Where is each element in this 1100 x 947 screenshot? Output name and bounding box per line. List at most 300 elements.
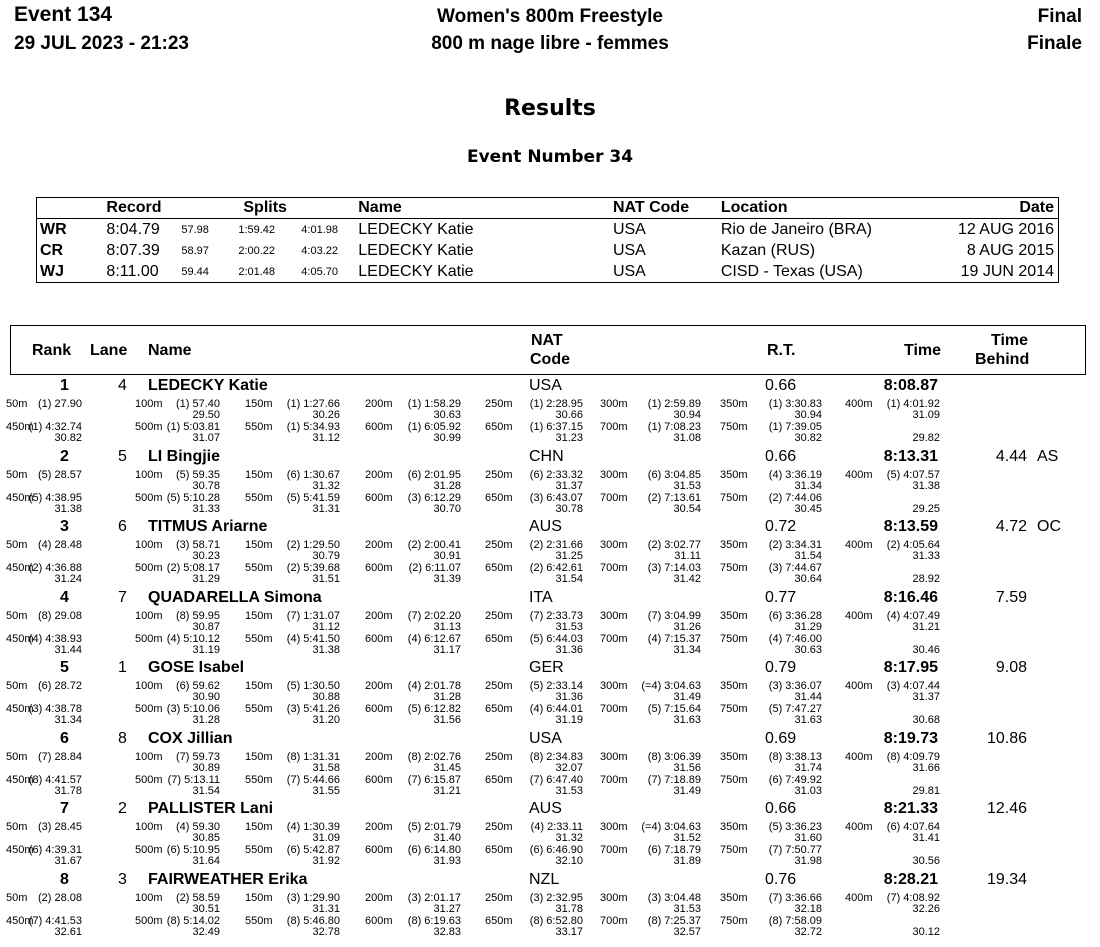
split-distance: 500m bbox=[135, 844, 163, 856]
split-distance: 150m bbox=[245, 891, 273, 904]
split-lap: 30.66 bbox=[555, 409, 583, 421]
split-lap: 31.28 bbox=[192, 714, 220, 726]
split-distance: 100m bbox=[135, 680, 163, 692]
split-distance: 50m bbox=[6, 821, 28, 833]
split-distance: 750m bbox=[720, 491, 748, 504]
split-time: (5) 59.35 bbox=[175, 468, 220, 481]
result-row bbox=[0, 588, 1100, 659]
record-split: 59.44 bbox=[181, 265, 209, 278]
final-time: 8:21.33 bbox=[883, 800, 938, 817]
split-time: (2) 7:13.61 bbox=[647, 491, 701, 504]
swimmer-name: PALLISTER Lani bbox=[148, 800, 274, 817]
records-header bbox=[37, 198, 1059, 219]
split-time: (3) 6:12.29 bbox=[407, 491, 461, 504]
split-time: (2) 6:42.61 bbox=[529, 562, 583, 574]
split-time: (4) 28.48 bbox=[37, 539, 82, 551]
split-distance: 150m bbox=[245, 680, 273, 692]
nat-code: USA bbox=[529, 377, 562, 394]
split-lap: 30.63 bbox=[433, 409, 461, 421]
record-time: 8:04.79 bbox=[106, 220, 160, 238]
split-time: (8) 1:31.31 bbox=[286, 750, 340, 763]
split-distance: 150m bbox=[245, 539, 273, 551]
split-lap: 32.78 bbox=[312, 925, 340, 938]
reaction-time: 0.79 bbox=[765, 659, 797, 676]
split-distance: 50m bbox=[6, 750, 28, 763]
lane: 3 bbox=[118, 870, 127, 888]
nat-code: ITA bbox=[529, 588, 553, 606]
record-date: 12 AUG 2016 bbox=[957, 220, 1054, 238]
split-lap: 31.49 bbox=[673, 784, 701, 797]
record-name: LEDECKY Katie bbox=[358, 220, 474, 238]
split-distance: 150m bbox=[245, 821, 273, 833]
split-lap: 31.33 bbox=[192, 502, 220, 515]
location-col-header: Location bbox=[721, 198, 921, 219]
final-time: 8:13.31 bbox=[883, 447, 938, 465]
split-time: (8) 5:46.80 bbox=[286, 914, 340, 927]
split-time: (6) 2:01.95 bbox=[407, 468, 461, 481]
split-distance: 300m bbox=[600, 821, 628, 833]
split-distance: 350m bbox=[720, 398, 748, 410]
record-flag: OC bbox=[1037, 518, 1061, 535]
split-time: (5) 3:36.23 bbox=[768, 821, 822, 833]
split-time: (3) 7:14.03 bbox=[647, 562, 701, 574]
split-lap: 31.08 bbox=[673, 432, 701, 444]
split-lap: 31.42 bbox=[673, 573, 701, 585]
split-distance: 750m bbox=[720, 421, 748, 433]
split-distance: 550m bbox=[245, 421, 273, 433]
split-time: (1) 2:59.89 bbox=[647, 398, 701, 410]
record-type: WR bbox=[40, 220, 67, 238]
split-time: (3) 3:04.48 bbox=[647, 891, 701, 904]
record-nat: USA bbox=[612, 220, 646, 238]
split-time: (7) 2:33.73 bbox=[529, 609, 583, 622]
split-lap: 31.98 bbox=[794, 855, 822, 867]
split-lap: 31.53 bbox=[673, 902, 701, 915]
split-time: (3) 5:41.26 bbox=[286, 703, 340, 715]
record-nat: USA bbox=[612, 262, 646, 280]
split-distance: 100m bbox=[135, 609, 163, 622]
split-lap: 31.52 bbox=[673, 832, 701, 844]
lane: 1 bbox=[118, 659, 127, 676]
split-distance: 450m bbox=[6, 914, 34, 927]
record-split: 2:01.48 bbox=[238, 265, 276, 278]
split-lap: 29.82 bbox=[912, 432, 940, 444]
split-distance: 500m bbox=[135, 632, 163, 645]
split-lap: 31.31 bbox=[312, 902, 340, 915]
swimmer-name: QUADARELLA Simona bbox=[148, 588, 322, 606]
split-lap: 29.50 bbox=[192, 409, 220, 421]
split-time: (6) 4:39.31 bbox=[28, 844, 82, 856]
split-lap: 31.36 bbox=[555, 691, 583, 703]
split-distance: 750m bbox=[720, 703, 748, 715]
record-split: 4:05.70 bbox=[301, 265, 338, 278]
split-lap: 31.09 bbox=[912, 409, 940, 421]
swimmer-name: GOSE Isabel bbox=[148, 659, 245, 676]
nat-col-header-2: Code bbox=[530, 351, 570, 368]
split-distance: 400m bbox=[845, 609, 873, 622]
record-split: 1:59.42 bbox=[238, 223, 276, 236]
final-time: 8:28.21 bbox=[883, 870, 938, 888]
lane: 6 bbox=[118, 518, 127, 535]
split-lap: 31.93 bbox=[433, 855, 461, 867]
rank-col-header: Rank bbox=[32, 342, 72, 359]
split-lap: 31.25 bbox=[555, 550, 583, 562]
split-lap: 31.67 bbox=[54, 855, 82, 867]
split-time: (8) 6:52.80 bbox=[529, 914, 583, 927]
split-distance: 450m bbox=[6, 773, 34, 786]
split-lap: 33.17 bbox=[555, 925, 583, 938]
reaction-time: 0.66 bbox=[765, 800, 797, 817]
split-lap: 31.37 bbox=[912, 691, 940, 703]
result-row bbox=[0, 517, 1100, 588]
rank: 4 bbox=[60, 588, 69, 606]
final-time: 8:17.95 bbox=[883, 659, 938, 676]
split-distance: 650m bbox=[485, 703, 513, 715]
split-distance: 600m bbox=[365, 632, 393, 645]
split-distance: 300m bbox=[600, 468, 628, 481]
split-distance: 650m bbox=[485, 914, 513, 927]
split-time: (2) 2:31.66 bbox=[529, 539, 583, 551]
time-behind: 4.44 bbox=[995, 447, 1027, 465]
split-lap: 31.49 bbox=[673, 691, 701, 703]
split-lap: 31.26 bbox=[673, 620, 701, 633]
split-distance: 500m bbox=[135, 491, 163, 504]
split-lap: 31.27 bbox=[433, 902, 461, 915]
split-lap: 31.54 bbox=[794, 550, 822, 562]
split-time: (7) 4:08.92 bbox=[886, 891, 940, 904]
split-time: (4) 6:12.67 bbox=[407, 632, 461, 645]
split-lap: 31.17 bbox=[433, 643, 461, 656]
event-number: Event Number 34 bbox=[466, 147, 634, 167]
split-lap: 30.78 bbox=[555, 502, 583, 515]
split-time: (5) 5:41.59 bbox=[286, 491, 340, 504]
event-title-fr: 800 m nage libre - femmes bbox=[431, 33, 669, 54]
lane-col-header: Lane bbox=[90, 342, 128, 359]
final-time: 8:19.73 bbox=[883, 729, 938, 747]
record-time: 8:11.00 bbox=[106, 262, 159, 280]
split-distance: 200m bbox=[365, 609, 393, 622]
record-row bbox=[37, 219, 1059, 241]
split-time: (8) 7:58.09 bbox=[768, 914, 822, 927]
split-lap: 31.38 bbox=[54, 502, 82, 515]
split-lap: 32.49 bbox=[192, 925, 220, 938]
split-distance: 50m bbox=[6, 680, 28, 692]
split-time: (3) 2:01.17 bbox=[407, 891, 461, 904]
split-distance: 200m bbox=[365, 750, 393, 763]
split-time: (7) 1:31.07 bbox=[286, 609, 340, 622]
split-time: (5) 4:07.57 bbox=[886, 468, 940, 481]
split-time: (4) 5:10.12 bbox=[166, 632, 220, 645]
split-time: (1) 4:32.74 bbox=[28, 421, 82, 433]
split-time: (7) 5:13.11 bbox=[167, 773, 220, 786]
split-distance: 450m bbox=[6, 562, 34, 574]
record-split: 4:01.98 bbox=[301, 223, 338, 236]
split-time: (2) 3:02.77 bbox=[647, 539, 701, 551]
split-lap: 31.28 bbox=[433, 479, 461, 492]
split-time: (7) 7:18.89 bbox=[647, 773, 701, 786]
split-lap: 30.54 bbox=[673, 502, 701, 515]
split-lap: 31.64 bbox=[192, 855, 220, 867]
split-time: (5) 28.57 bbox=[37, 468, 82, 481]
split-distance: 250m bbox=[485, 680, 513, 692]
split-time: (2) 7:44.06 bbox=[768, 491, 822, 504]
record-type: WJ bbox=[40, 262, 64, 280]
split-time: (7) 3:04.99 bbox=[647, 609, 701, 622]
rt-col-header: R.T. bbox=[767, 342, 796, 359]
split-distance: 500m bbox=[135, 914, 163, 927]
split-distance: 100m bbox=[135, 468, 163, 481]
split-time: (5) 6:12.82 bbox=[407, 703, 461, 715]
record-split: 57.98 bbox=[181, 223, 209, 236]
split-time: (5) 7:47.27 bbox=[768, 703, 822, 715]
split-lap: 31.53 bbox=[673, 479, 701, 492]
split-time: (7) 4:41.53 bbox=[28, 914, 82, 927]
behind-col-header-1: Time bbox=[991, 332, 1029, 349]
split-distance: 550m bbox=[245, 562, 273, 574]
split-time: (1) 6:37.15 bbox=[529, 421, 583, 433]
split-distance: 600m bbox=[365, 773, 393, 786]
split-lap: 31.92 bbox=[312, 855, 340, 867]
nat-code: AUS bbox=[529, 518, 562, 535]
split-lap: 30.64 bbox=[794, 573, 822, 585]
split-distance: 150m bbox=[245, 750, 273, 763]
split-distance: 550m bbox=[245, 844, 273, 856]
split-lap: 31.78 bbox=[555, 902, 583, 915]
split-distance: 400m bbox=[845, 750, 873, 763]
split-time: (5) 4:38.95 bbox=[28, 491, 82, 504]
time-behind: 10.86 bbox=[986, 729, 1027, 747]
split-lap: 30.51 bbox=[192, 902, 220, 915]
split-lap: 31.12 bbox=[312, 620, 340, 633]
split-distance: 150m bbox=[245, 398, 273, 410]
split-lap: 32.10 bbox=[555, 855, 583, 867]
split-time: (3) 6:43.07 bbox=[529, 491, 583, 504]
split-time: (8) 2:02.76 bbox=[407, 750, 461, 763]
final-time: 8:08.87 bbox=[883, 377, 938, 394]
split-time: (1) 1:27.66 bbox=[286, 398, 340, 410]
record-type: CR bbox=[40, 241, 64, 259]
split-distance: 500m bbox=[135, 421, 163, 433]
split-lap: 31.74 bbox=[794, 761, 822, 774]
swimmer-name: COX Jillian bbox=[148, 729, 233, 747]
split-time: (1) 6:05.92 bbox=[407, 421, 461, 433]
split-lap: 31.28 bbox=[433, 691, 461, 703]
record-time: 8:07.39 bbox=[106, 241, 160, 259]
split-lap: 31.58 bbox=[312, 761, 340, 774]
split-distance: 300m bbox=[600, 609, 628, 622]
split-lap: 30.94 bbox=[673, 409, 701, 421]
reaction-time: 0.76 bbox=[765, 870, 797, 888]
split-lap: 32.18 bbox=[794, 902, 822, 915]
split-time: (3) 28.45 bbox=[37, 821, 82, 833]
split-time: (3) 3:36.07 bbox=[768, 680, 822, 692]
split-time: (4) 4:07.49 bbox=[886, 609, 940, 622]
record-date: 19 JUN 2014 bbox=[960, 262, 1054, 280]
split-distance: 600m bbox=[365, 562, 393, 574]
split-lap: 31.34 bbox=[673, 643, 701, 656]
split-time: (5) 1:30.50 bbox=[286, 680, 340, 692]
rank: 2 bbox=[60, 447, 69, 465]
nat-col-header-1: NAT bbox=[531, 332, 563, 349]
split-lap: 30.68 bbox=[912, 714, 940, 726]
time-behind: 4.72 bbox=[995, 518, 1027, 535]
split-time: (8) 7:25.37 bbox=[647, 914, 701, 927]
split-distance: 650m bbox=[485, 773, 513, 786]
time-behind: 12.46 bbox=[986, 800, 1027, 817]
split-distance: 350m bbox=[720, 680, 748, 692]
split-time: (2) 5:39.68 bbox=[286, 562, 340, 574]
split-time: (6) 7:18.79 bbox=[647, 844, 701, 856]
record-location: Rio de Janeiro (BRA) bbox=[720, 220, 872, 238]
rank: 8 bbox=[60, 870, 69, 888]
date-col-header: Date bbox=[921, 198, 1059, 219]
split-distance: 550m bbox=[245, 491, 273, 504]
split-time: (7) 6:15.87 bbox=[407, 773, 461, 786]
split-time: (2) 28.08 bbox=[37, 891, 82, 904]
split-distance: 400m bbox=[845, 398, 873, 410]
record-col-header: Record bbox=[106, 198, 181, 219]
split-time: (2) 3:34.31 bbox=[768, 539, 822, 551]
split-time: (5) 7:15.64 bbox=[647, 703, 701, 715]
split-distance: 400m bbox=[845, 821, 873, 833]
split-distance: 750m bbox=[720, 844, 748, 856]
split-distance: 50m bbox=[6, 539, 28, 551]
split-lap: 30.90 bbox=[192, 691, 220, 703]
split-distance: 350m bbox=[720, 891, 748, 904]
split-time: (6) 2:33.32 bbox=[529, 468, 583, 481]
split-time: (4) 1:30.39 bbox=[286, 821, 340, 833]
split-lap: 31.12 bbox=[312, 432, 340, 444]
split-lap: 32.72 bbox=[794, 925, 822, 938]
split-time: (6) 7:49.92 bbox=[768, 773, 822, 786]
split-time: (1) 3:30.83 bbox=[768, 398, 822, 410]
split-lap: 31.63 bbox=[673, 714, 701, 726]
split-lap: 31.24 bbox=[54, 573, 82, 585]
split-lap: 31.63 bbox=[794, 714, 822, 726]
lane: 8 bbox=[118, 729, 127, 747]
reaction-time: 0.69 bbox=[765, 729, 797, 747]
event-datetime: 29 JUL 2023 - 21:23 bbox=[14, 33, 189, 54]
split-distance: 700m bbox=[600, 491, 628, 504]
split-lap: 31.39 bbox=[433, 573, 461, 585]
split-lap: 31.78 bbox=[54, 784, 82, 797]
split-time: (3) 5:10.06 bbox=[166, 703, 220, 715]
split-lap: 30.70 bbox=[433, 502, 461, 515]
split-time: (1) 1:58.29 bbox=[407, 398, 461, 410]
split-lap: 30.94 bbox=[794, 409, 822, 421]
swimmer-name: LI Bingjie bbox=[148, 447, 220, 465]
split-distance: 250m bbox=[485, 750, 513, 763]
split-distance: 400m bbox=[845, 468, 873, 481]
split-lap: 32.61 bbox=[54, 925, 82, 938]
split-distance: 600m bbox=[365, 703, 393, 715]
final-time: 8:16.46 bbox=[883, 588, 938, 606]
split-lap: 32.07 bbox=[555, 761, 583, 774]
split-lap: 31.23 bbox=[555, 432, 583, 444]
split-distance: 250m bbox=[485, 468, 513, 481]
split-distance: 650m bbox=[485, 844, 513, 856]
result-row bbox=[0, 870, 1100, 941]
result-row bbox=[0, 799, 1100, 870]
split-lap: 30.99 bbox=[433, 432, 461, 444]
split-time: (4) 5:41.50 bbox=[286, 632, 340, 645]
split-time: (8) 3:38.13 bbox=[768, 750, 822, 763]
split-distance: 350m bbox=[720, 609, 748, 622]
split-time: (8) 59.95 bbox=[175, 609, 220, 622]
split-time: (3) 2:32.95 bbox=[529, 891, 583, 904]
split-time: (6) 5:10.95 bbox=[166, 844, 220, 856]
results-title: Results bbox=[504, 96, 596, 121]
split-distance: 700m bbox=[600, 703, 628, 715]
split-lap: 30.23 bbox=[192, 550, 220, 562]
split-time: (1) 2:28.95 bbox=[529, 398, 583, 410]
split-time: (6) 4:07.64 bbox=[886, 821, 940, 833]
split-time: (8) 4:09.79 bbox=[886, 750, 940, 763]
split-distance: 300m bbox=[600, 750, 628, 763]
split-lap: 31.37 bbox=[555, 479, 583, 492]
split-time: (1) 7:08.23 bbox=[647, 421, 701, 433]
split-lap: 31.89 bbox=[673, 855, 701, 867]
split-distance: 350m bbox=[720, 468, 748, 481]
record-split: 58.97 bbox=[181, 244, 209, 257]
split-time: (2) 6:11.07 bbox=[408, 562, 461, 574]
split-lap: 30.82 bbox=[794, 432, 822, 444]
split-time: (6) 5:42.87 bbox=[286, 844, 340, 856]
record-split: 2:00.22 bbox=[238, 244, 276, 257]
split-distance: 250m bbox=[485, 609, 513, 622]
phase-fr: Finale bbox=[1027, 33, 1082, 54]
split-time: (8) 3:06.39 bbox=[647, 750, 701, 763]
split-time: (6) 3:04.85 bbox=[647, 468, 701, 481]
split-time: (6) 1:30.67 bbox=[286, 468, 340, 481]
split-lap: 29.25 bbox=[912, 502, 940, 515]
split-lap: 31.09 bbox=[312, 832, 340, 844]
split-lap: 31.54 bbox=[555, 573, 583, 585]
split-lap: 31.21 bbox=[912, 620, 940, 633]
event-title-en: Women's 800m Freestyle bbox=[437, 6, 663, 27]
split-distance: 100m bbox=[135, 891, 163, 904]
split-time: (2) 5:08.17 bbox=[166, 562, 220, 574]
split-distance: 700m bbox=[600, 914, 628, 927]
reaction-time: 0.77 bbox=[765, 588, 797, 606]
split-lap: 31.53 bbox=[555, 784, 583, 797]
split-distance: 550m bbox=[245, 773, 273, 786]
split-time: (4) 2:01.78 bbox=[407, 680, 461, 692]
split-time: (1) 7:39.05 bbox=[768, 421, 822, 433]
split-lap: 30.89 bbox=[192, 761, 220, 774]
split-lap: 31.38 bbox=[912, 479, 940, 492]
split-distance: 350m bbox=[720, 821, 748, 833]
name-col-header: Name bbox=[358, 198, 613, 219]
split-lap: 31.38 bbox=[312, 643, 340, 656]
split-time: (6) 59.62 bbox=[175, 680, 220, 692]
split-distance: 550m bbox=[245, 703, 273, 715]
split-distance: 500m bbox=[135, 773, 163, 786]
split-distance: 650m bbox=[485, 562, 513, 574]
nat-code: GER bbox=[529, 659, 564, 676]
split-distance: 600m bbox=[365, 421, 393, 433]
split-time: (8) 6:19.63 bbox=[407, 914, 461, 927]
split-distance: 650m bbox=[485, 632, 513, 645]
split-time: (5) 6:44.03 bbox=[529, 632, 583, 645]
split-time: (5) 2:01.79 bbox=[407, 821, 461, 833]
split-lap: 31.40 bbox=[433, 832, 461, 844]
split-time: (2) 4:36.88 bbox=[28, 562, 82, 574]
record-name: LEDECKY Katie bbox=[358, 262, 474, 280]
split-lap: 30.85 bbox=[192, 832, 220, 844]
split-time: (4) 7:15.37 bbox=[647, 632, 701, 645]
rank: 3 bbox=[60, 518, 69, 535]
